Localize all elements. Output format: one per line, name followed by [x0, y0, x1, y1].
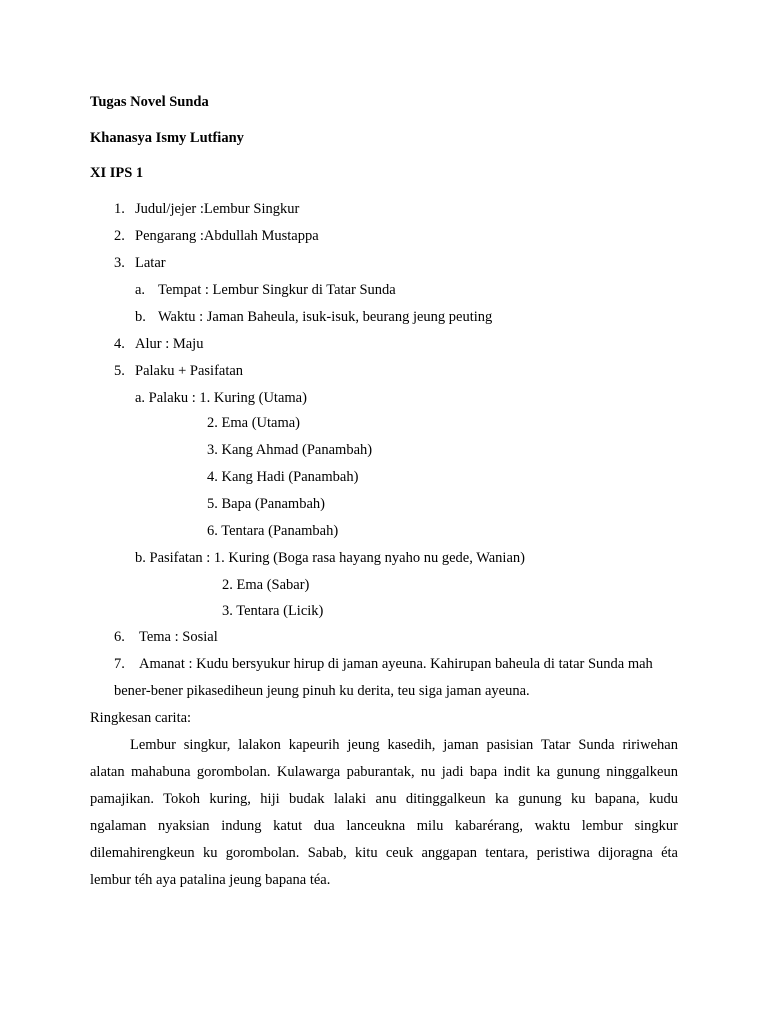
- sublist-letter: b.: [135, 309, 146, 325]
- summary-paragraph-line: pamajikan. Tokoh kuring, hiji budak lalaki anu ditinggalkeun ka gunung ku bapana, kudu: [90, 791, 678, 807]
- sublist-letter: a.: [135, 282, 146, 298]
- list-number: 5.: [114, 363, 125, 379]
- palaku-line: 4. Kang Hadi (Panambah): [207, 469, 359, 485]
- list-number: 1.: [114, 201, 125, 217]
- summary-heading: Ringkesan carita:: [90, 710, 192, 726]
- list-item-latar: Latar: [135, 255, 166, 271]
- summary-paragraph-line: lembur téh aya patalina jeung bapana téa.: [90, 872, 331, 888]
- list-item-judul: Judul/jejer :Lembur Singkur: [135, 201, 300, 217]
- palaku-line: 2. Ema (Utama): [207, 415, 301, 431]
- palaku-line: 6. Tentara (Panambah): [207, 523, 339, 539]
- summary-paragraph-line: alatan mahabuna gorombolan. Kulawarga paburantak, nu jadi bapa indit ka gunung ninggalkeun: [90, 764, 678, 780]
- list-item-pengarang: Pengarang :Abdullah Mustappa: [135, 228, 319, 244]
- sublist-item-waktu: Waktu : Jaman Baheula, isuk-isuk, beurang jeung peuting: [158, 309, 493, 325]
- list-item-tema: Tema : Sosial: [139, 629, 218, 645]
- list-item-amanat-cont: bener-bener pikasedihеun jeung pinuh ku derita, teu siga jaman ayeuna.: [114, 683, 530, 699]
- class-label: XI IPS 1: [90, 165, 144, 181]
- list-number: 4.: [114, 336, 125, 352]
- document-title: Tugas Novel Sunda: [90, 94, 209, 110]
- list-item-alur: Alur : Maju: [135, 336, 204, 352]
- summary-paragraph-line: ngalaman nyaksian indung katut dua lanceukna milu kabarérang, waktu lembur singkur: [90, 818, 678, 834]
- list-item-palaku-pasifatan: Palaku + Pasifatan: [135, 363, 244, 379]
- list-number: 6.: [114, 629, 125, 645]
- pasifatan-line: b. Pasifatan : 1. Kuring (Boga rasa hayang nyaho nu gede, Wanian): [135, 550, 525, 566]
- summary-paragraph-line: dilemahirengkeun ku gorombolan. Sabab, kitu ceuk anggapan tentara, peristiwa dijoragna éta: [90, 845, 678, 861]
- palaku-line: a. Palaku : 1. Kuring (Utama): [135, 390, 307, 406]
- list-item-amanat: Amanat : Kudu bersyukur hirup di jaman ayeuna. Kahirupan baheula di tatar Sunda mah: [139, 656, 653, 672]
- summary-paragraph-line: Lembur singkur, lalakon kapeurih jeung kasedih, jaman pasisian Tatar Sunda ririwehan: [130, 737, 678, 753]
- pasifatan-line: 2. Ema (Sabar): [222, 577, 310, 593]
- palaku-line: 3. Kang Ahmad (Panambah): [207, 442, 373, 458]
- author-name: Khanasya Ismy Lutfiany: [90, 130, 244, 146]
- list-number: 3.: [114, 255, 125, 271]
- list-number: 2.: [114, 228, 125, 244]
- pasifatan-line: 3. Tentara (Licik): [222, 603, 324, 619]
- palaku-line: 5. Bapa (Panambah): [207, 496, 325, 512]
- list-number: 7.: [114, 656, 125, 672]
- sublist-item-tempat: Tempat : Lembur Singkur di Tatar Sunda: [158, 282, 396, 298]
